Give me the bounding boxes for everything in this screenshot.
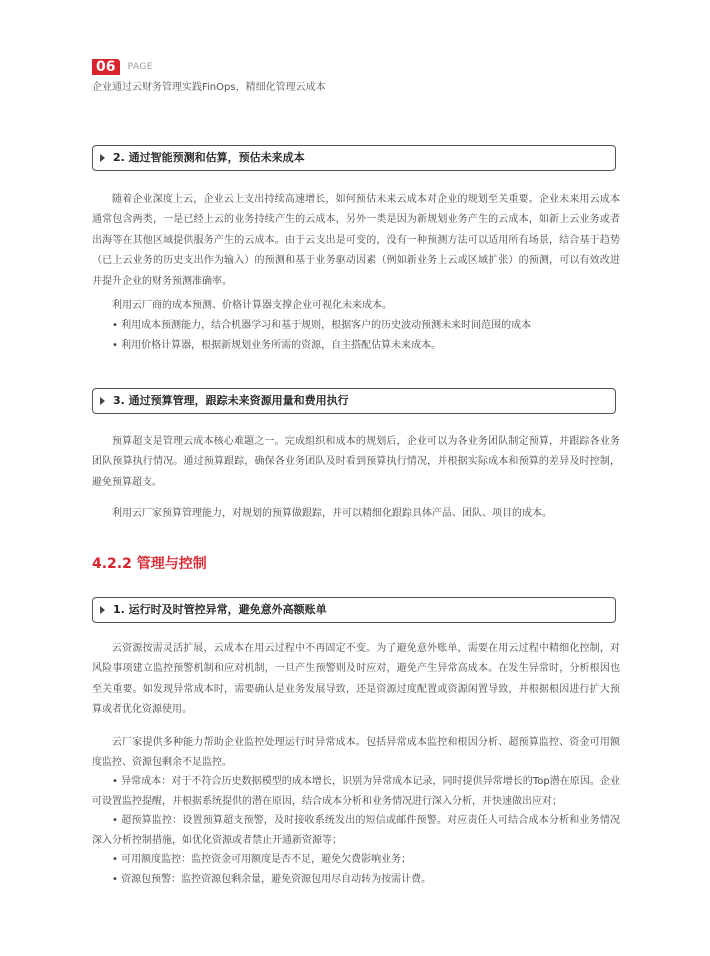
section-heading: 4.2.2 管理与控制 bbox=[92, 556, 207, 572]
document-subtitle: 企业通过云财务管理实践FinOps，精细化管理云成本 bbox=[92, 82, 326, 93]
section-title: 1. 运行时及时管控异常，避免意外高额账单 bbox=[113, 603, 327, 616]
bullet-item: • 可用额度监控：监控资金可用额度是否不足，避免欠费影响业务； bbox=[112, 854, 412, 865]
paragraph: 利用云厂家预算管理能力，对规划的预算做跟踪，并可以精细化跟踪具体产品、团队、项目的成本。 bbox=[112, 508, 552, 519]
paragraph: 云资源按需灵活扩展，云成本在用云过程中不再固定不变。为了避免意外账单，需要在用云过程中精细化控制，对风险事项建立监控预警机制和应对机制，一旦产生预警则及时应对，避免产生异常高成本。在发生异常时，分析根因也至关重要。如发现异常成本时，需要确认是业务发展导致，还是资源过度配置或资源闲置导致，并根据根因进行扩大预算或者优化资源使用。 bbox=[92, 643, 620, 716]
section-title-box bbox=[92, 145, 616, 171]
bullet-item: • 利用成本预测能力，结合机器学习和基于规则，根据客户的历史波动预测未来时间范围的成本 bbox=[112, 320, 532, 331]
triangle-bullet-icon bbox=[100, 606, 105, 614]
section-title: 2. 通过智能预测和估算，预估未来成本 bbox=[113, 151, 305, 164]
paragraph: 预算超支是管理云成本核心难题之一。完成组织和成本的规划后，企业可以为各业务团队制定预算，并跟踪各业务团队预算执行情况。通过预算跟踪，确保各业务团队及时看到预算执行情况，并根据实际成本和预算的差异及时控制，避免预算超支。 bbox=[92, 436, 620, 488]
paragraph: 利用云厂商的成本预测、价格计算器支撑企业可视化未来成本。 bbox=[112, 300, 392, 311]
paragraph: 云厂家提供多种能力帮助企业监控处理运行时异常成本。包括异常成本监控和根因分析、超预算监控、资金可用额度监控、资源包剩余不足监控。 bbox=[92, 737, 620, 769]
bullet-item: • 异常成本：对于不符合历史数据模型的成本增长，识别为异常成本记录，同时提供异常增长的Top潜在原因。企业可设置监控提醒，并根据系统提供的潜在原因，结合成本分析和业务情况进行深入分析，并快速做出应对； bbox=[92, 776, 620, 808]
triangle-bullet-icon bbox=[100, 154, 105, 162]
page-number: 06 bbox=[92, 59, 120, 75]
section-title-box bbox=[92, 388, 616, 414]
bullet-item: • 超预算监控：设置预算超支预警，及时接收系统发出的短信或邮件预警。对应责任人可结合成本分析和业务情况深入分析控制措施，如优化资源或者禁止开通新资源等； bbox=[92, 815, 620, 847]
page-label: PAGE bbox=[127, 61, 154, 72]
paragraph: 随着企业深度上云，企业云上支出持续高速增长，如何预估未来云成本对企业的规划至关重要。企业未来用云成本通常包含两类，一是已经上云的业务持续产生的云成本，另外一类是因为新规划业务产生的云成本，如新上云业务或者出海等在其他区域提供服务产生的云成本。由于云支出是可变的，没有一种预测方法可以适用所有场景，结合基于趋势（已上云业务的历史支出作为输入）的预测和基于业务驱动因素（例如新业务上云或区域扩张）的预测，可以有效改进并提升企业的财务预测准确率。 bbox=[92, 194, 620, 287]
page-header bbox=[92, 56, 153, 75]
triangle-bullet-icon bbox=[100, 397, 105, 405]
section-title: 3. 通过预算管理，跟踪未来资源用量和费用执行 bbox=[113, 394, 349, 407]
section-title-box bbox=[92, 597, 616, 623]
bullet-item: • 利用价格计算器，根据新规划业务所需的资源，自主搭配估算未来成本。 bbox=[112, 340, 442, 351]
bullet-item: • 资源包预警：监控资源包剩余量，避免资源包用尽自动转为按需计费。 bbox=[112, 874, 432, 885]
